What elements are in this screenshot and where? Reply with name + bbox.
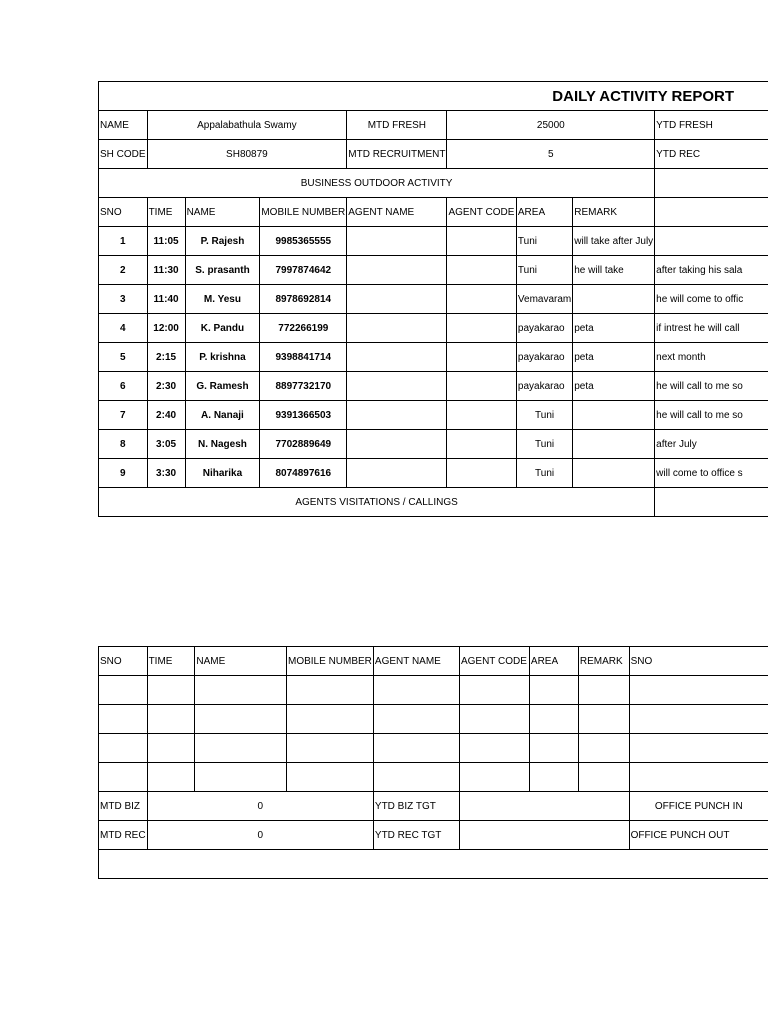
blank-cell: [99, 763, 148, 792]
row-agent-code: [447, 227, 516, 256]
blank-cell: [459, 705, 529, 734]
blank-cell: [99, 705, 148, 734]
col2-header-mobile: MOBILE NUMBER: [287, 647, 374, 676]
row-time: 11:40: [147, 285, 185, 314]
row-name: P. krishna: [185, 343, 260, 372]
section2-title: AGENTS VISITATIONS / CALLINGS: [99, 488, 655, 517]
blank-row: [99, 676, 768, 705]
row-sno: 4: [99, 314, 148, 343]
row-area: Tuni: [516, 227, 572, 256]
blank-cell: [195, 705, 287, 734]
row-agent-name: [347, 314, 447, 343]
row-time: 11:05: [147, 227, 185, 256]
col2-header-remark: REMARK: [578, 647, 629, 676]
row-mobile: 772266199: [260, 314, 347, 343]
row-remark: he will take: [573, 256, 655, 285]
mtd-rec-label: MTD REC: [99, 821, 148, 850]
blank-cell: [287, 734, 374, 763]
footer-blank-row: [99, 850, 768, 879]
blank-cell: [578, 705, 629, 734]
row-time: 3:30: [147, 459, 185, 488]
row-remark: peta: [573, 372, 655, 401]
blank-cell: [195, 676, 287, 705]
col-header-blank: [655, 198, 768, 227]
row-remark: [573, 430, 655, 459]
col-header-agent-name: AGENT NAME: [347, 198, 447, 227]
row-sno: 9: [99, 459, 148, 488]
row-mobile: 7702889649: [260, 430, 347, 459]
row-agent-code: [447, 459, 516, 488]
blank-cell: [459, 676, 529, 705]
row-sno: 8: [99, 430, 148, 459]
row-agent-code: [447, 314, 516, 343]
mtd-rec-row: [99, 821, 768, 850]
row-agent-name: [347, 227, 447, 256]
row-sno: 3: [99, 285, 148, 314]
ytd-rec-tgt-value: [459, 821, 629, 850]
ytd-biz-tgt-value: [459, 792, 629, 821]
row-area: Tuni: [516, 256, 572, 285]
col-header-remark: REMARK: [573, 198, 655, 227]
col-header-mobile: MOBILE NUMBER: [260, 198, 347, 227]
row-time: 2:40: [147, 401, 185, 430]
blank-cell: [287, 705, 374, 734]
report-table: [98, 81, 768, 517]
row-area: Vemavaram: [516, 285, 572, 314]
row-mobile: 8897732170: [260, 372, 347, 401]
row-sno: 7: [99, 401, 148, 430]
blank-cell: [99, 676, 148, 705]
row-agent-code: [447, 343, 516, 372]
blank-cell: [195, 734, 287, 763]
col-header-area: AREA: [516, 198, 572, 227]
blank-row: [99, 705, 768, 734]
activity-report-sheet: [98, 81, 768, 517]
col2-header-sno: SNO: [99, 647, 148, 676]
col-header-time: TIME: [147, 198, 185, 227]
row-sno: 1: [99, 227, 148, 256]
row-extra-remark: will come to office s: [655, 459, 768, 488]
row-extra-remark: he will come to offic: [655, 285, 768, 314]
row-remark: peta: [573, 343, 655, 372]
row-mobile: 9398841714: [260, 343, 347, 372]
row-name: A. Nanaji: [185, 401, 260, 430]
blank-cell: [629, 763, 768, 792]
row-extra-remark: if intrest he will call: [655, 314, 768, 343]
row-sno: 2: [99, 256, 148, 285]
row-extra-remark: he will call to me so: [655, 372, 768, 401]
row-sno: 5: [99, 343, 148, 372]
row-remark: [573, 459, 655, 488]
row-agent-code: [447, 401, 516, 430]
blank-cell: [578, 734, 629, 763]
row-agent-code: [447, 372, 516, 401]
blank-cell: [529, 705, 578, 734]
mtd-rec-value: 0: [147, 821, 373, 850]
row-time: 3:05: [147, 430, 185, 459]
row-area: Tuni: [516, 401, 572, 430]
blank-cell: [373, 763, 459, 792]
blank-cell: [373, 676, 459, 705]
row-time: 12:00: [147, 314, 185, 343]
row-name: N. Nagesh: [185, 430, 260, 459]
blank-cell: [578, 676, 629, 705]
row-name: M. Yesu: [185, 285, 260, 314]
ytd-fresh-label: YTD FRESH: [655, 111, 768, 140]
blank-cell: [147, 676, 195, 705]
agents-visitation-sheet: [98, 646, 768, 879]
blank-cell: [529, 676, 578, 705]
row-agent-name: [347, 430, 447, 459]
table-row: [99, 256, 768, 285]
row-extra-remark: he will call to me so: [655, 401, 768, 430]
ytd-rec-tgt-label: YTD REC TGT: [373, 821, 459, 850]
table-row: [99, 285, 768, 314]
blank-cell: [629, 734, 768, 763]
row-agent-code: [447, 430, 516, 459]
row-mobile: 7997874642: [260, 256, 347, 285]
blank-row: [99, 763, 768, 792]
table-row: [99, 459, 768, 488]
row-time: 2:30: [147, 372, 185, 401]
mtd-recruitment-value: 5: [447, 140, 655, 169]
blank-cell: [529, 734, 578, 763]
row-area: Tuni: [516, 430, 572, 459]
column-header-row: [99, 198, 768, 227]
col2-header-time: TIME: [147, 647, 195, 676]
row-name: P. Rajesh: [185, 227, 260, 256]
blank-cell: [147, 705, 195, 734]
blank-cell: [147, 763, 195, 792]
row-remark: peta: [573, 314, 655, 343]
col-header-sno: SNO: [99, 198, 148, 227]
row-mobile: 8074897616: [260, 459, 347, 488]
col2-header-agent-code: AGENT CODE: [459, 647, 529, 676]
row-area: payakarao: [516, 372, 572, 401]
row-name: Niharika: [185, 459, 260, 488]
name-value: Appalabathula Swamy: [147, 111, 347, 140]
row-sno: 6: [99, 372, 148, 401]
blank-cell: [459, 763, 529, 792]
blank-cell: [287, 763, 374, 792]
row-name: G. Ramesh: [185, 372, 260, 401]
row-mobile: 9985365555: [260, 227, 347, 256]
row-mobile: 8978692814: [260, 285, 347, 314]
col-header-agent-code: AGENT CODE: [447, 198, 516, 227]
table-row: [99, 314, 768, 343]
table-row: [99, 401, 768, 430]
row-agent-name: [347, 343, 447, 372]
agents-header-row: [99, 647, 768, 676]
office-punch-in-label: OFFICE PUNCH IN: [629, 792, 768, 821]
sh-code-label: SH CODE: [99, 140, 148, 169]
section1-title-row: [99, 169, 768, 198]
mtd-recruitment-label: MTD RECRUITMENT: [347, 140, 447, 169]
row-name: K. Pandu: [185, 314, 260, 343]
report-title: DAILY ACTIVITY REPORT: [99, 82, 768, 111]
row-agent-name: [347, 372, 447, 401]
activity-rows: [99, 227, 768, 488]
row-extra-remark: [655, 227, 768, 256]
col-header-name: NAME: [185, 198, 260, 227]
table-row: [99, 343, 768, 372]
mtd-fresh-label: MTD FRESH: [347, 111, 447, 140]
blank-cell: [373, 705, 459, 734]
name-row: [99, 111, 768, 140]
blank-cell: [99, 734, 148, 763]
section1-title-blank: [655, 169, 768, 198]
blank-cell: [459, 734, 529, 763]
row-remark: will take after July: [573, 227, 655, 256]
section2-title-blank: [655, 488, 768, 517]
col2-header-area: AREA: [529, 647, 578, 676]
blank-cell: [529, 763, 578, 792]
row-area: Tuni: [516, 459, 572, 488]
row-time: 2:15: [147, 343, 185, 372]
col2-header-name: NAME: [195, 647, 287, 676]
blank-cell: [629, 705, 768, 734]
mtd-fresh-value: 25000: [447, 111, 655, 140]
row-mobile: 9391366503: [260, 401, 347, 430]
ytd-biz-tgt-label: YTD BIZ TGT: [373, 792, 459, 821]
table-row: [99, 372, 768, 401]
row-name: S. prasanth: [185, 256, 260, 285]
row-extra-remark: after July: [655, 430, 768, 459]
row-extra-remark: next month: [655, 343, 768, 372]
sh-code-value: SH80879: [147, 140, 347, 169]
blank-cell: [195, 763, 287, 792]
row-agent-code: [447, 285, 516, 314]
blank-cell: [287, 676, 374, 705]
col2-header-agent-name: AGENT NAME: [373, 647, 459, 676]
section1-title: BUSINESS OUTDOOR ACTIVITY: [99, 169, 655, 198]
row-area: payakarao: [516, 314, 572, 343]
blank-cell: [373, 734, 459, 763]
row-remark: [573, 401, 655, 430]
row-agent-name: [347, 459, 447, 488]
mtd-biz-row: [99, 792, 768, 821]
row-agent-code: [447, 256, 516, 285]
name-label: NAME: [99, 111, 148, 140]
agents-blank-rows: [99, 676, 768, 792]
title-row: [99, 82, 768, 111]
table-row: [99, 430, 768, 459]
row-remark: [573, 285, 655, 314]
mtd-biz-label: MTD BIZ: [99, 792, 148, 821]
col2-header-sno-extra: SNO: [629, 647, 768, 676]
blank-cell: [578, 763, 629, 792]
row-agent-name: [347, 285, 447, 314]
blank-row: [99, 734, 768, 763]
footer-blank-cell: [99, 850, 768, 879]
section2-title-row: [99, 488, 768, 517]
blank-cell: [147, 734, 195, 763]
row-agent-name: [347, 401, 447, 430]
ytd-rec-label: YTD REC: [655, 140, 768, 169]
office-punch-out-label: OFFICE PUNCH OUT: [629, 821, 768, 850]
row-area: payakarao: [516, 343, 572, 372]
blank-cell: [629, 676, 768, 705]
mtd-biz-value: 0: [147, 792, 373, 821]
row-agent-name: [347, 256, 447, 285]
agents-table: [98, 646, 768, 879]
row-extra-remark: after taking his sala: [655, 256, 768, 285]
table-row: [99, 227, 768, 256]
row-time: 11:30: [147, 256, 185, 285]
sh-code-row: [99, 140, 768, 169]
